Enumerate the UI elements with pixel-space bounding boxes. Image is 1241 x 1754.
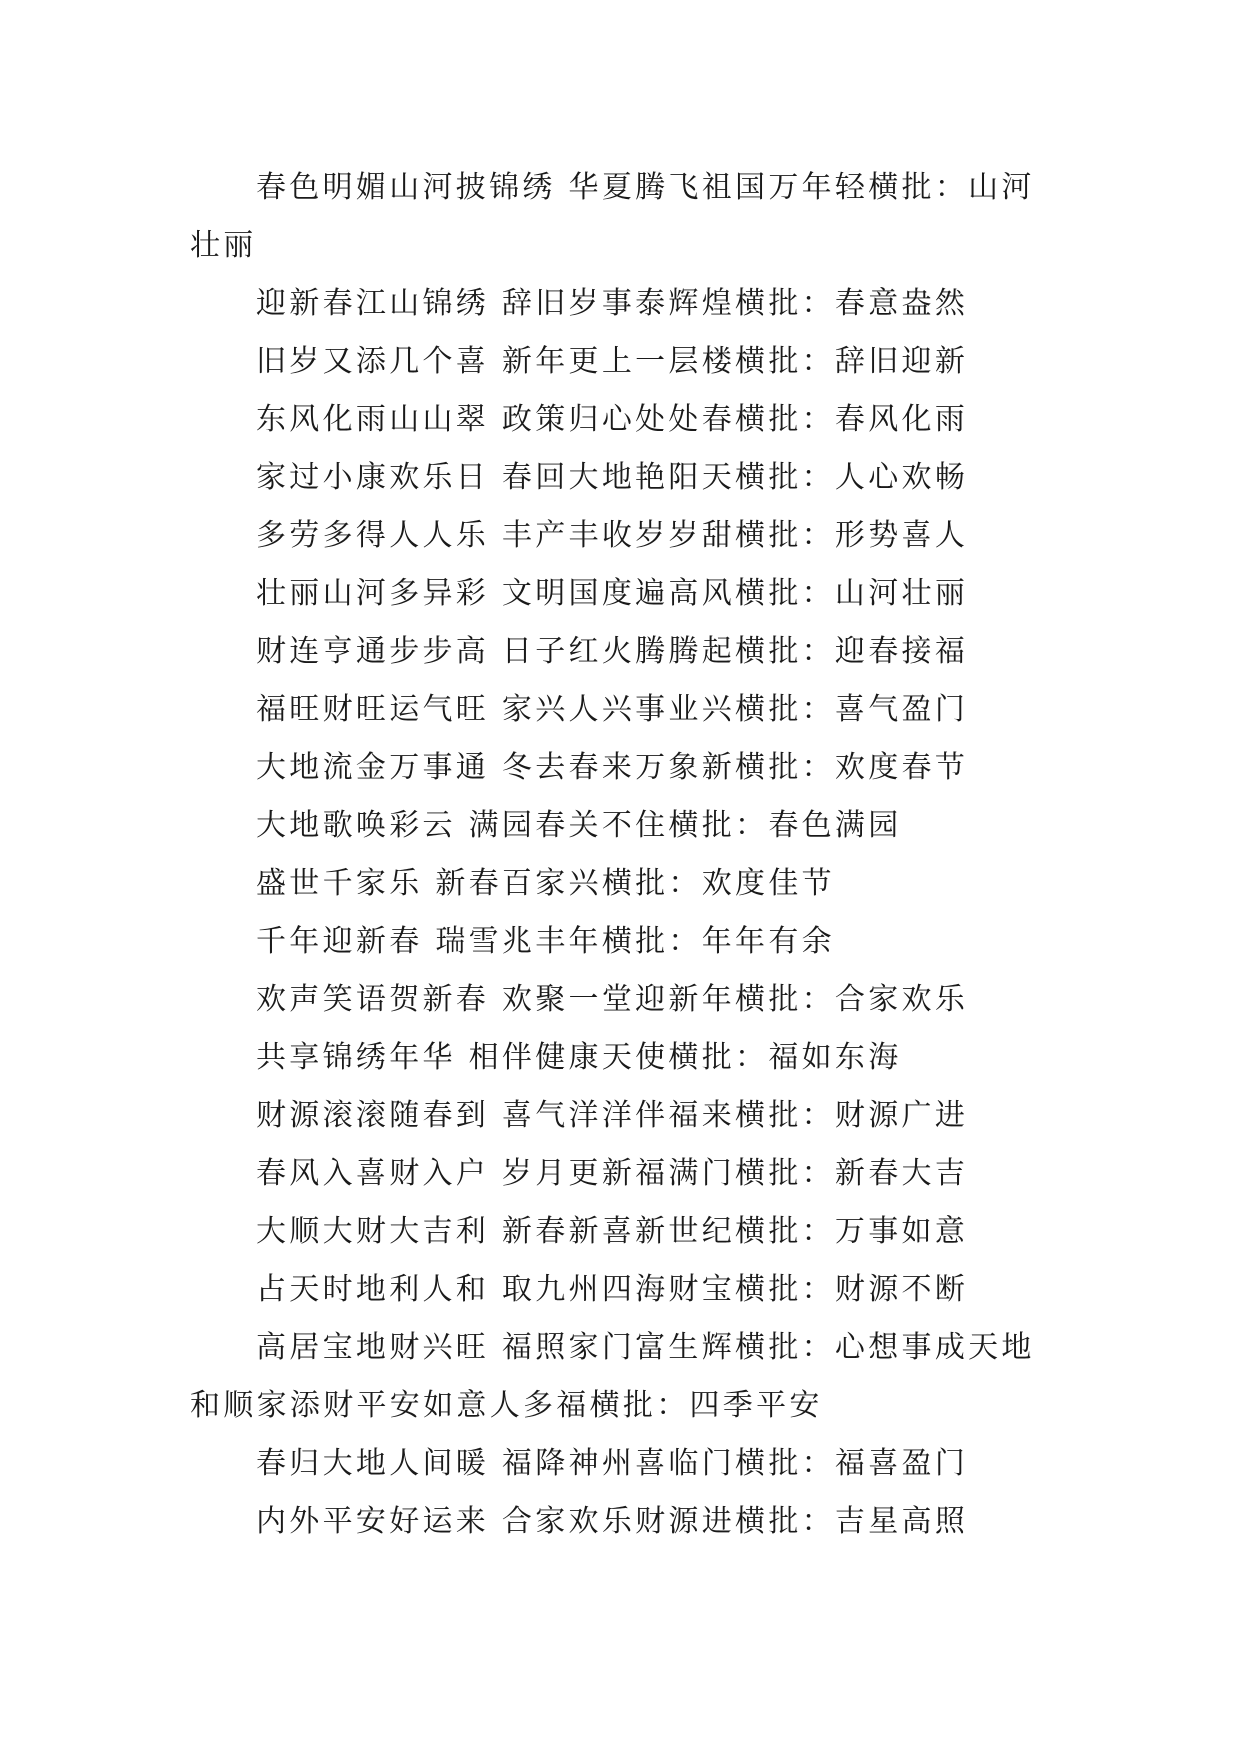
couplet-paragraph: 大地歌唤彩云 满园春关不住横批：春色满园 [256,808,902,843]
couplet-paragraph: 春归大地人间暖 福降神州喜临门横批：福喜盈门 [256,1446,969,1481]
couplet-paragraph: 多劳多得人人乐 丰产丰收岁岁甜横批：形势喜人 [256,518,969,553]
couplet-paragraph: 壮丽山河多异彩 文明国度遍高风横批：山河壮丽 [256,576,969,611]
couplet-paragraph: 欢声笑语贺新春 欢聚一堂迎新年横批：合家欢乐 [256,982,969,1017]
couplet-paragraph: 福旺财旺运气旺 家兴人兴事业兴横批：喜气盈门 [256,692,969,727]
couplet-paragraph: 旧岁又添几个喜 新年更上一层楼横批：辞旧迎新 [256,344,969,379]
couplet-paragraph: 春风入喜财入户 岁月更新福满门横批：新春大吉 [256,1156,969,1191]
couplet-paragraph: 大地流金万事通 冬去春来万象新横批：欢度春节 [256,750,969,785]
couplet-paragraph: 财源滚滚随春到 喜气洋洋伴福来横批：财源广进 [256,1098,969,1133]
document-body [190,159,1050,1551]
couplet-paragraph: 家过小康欢乐日 春回大地艳阳天横批：人心欢畅 [256,460,969,495]
couplet-paragraph: 财连亨通步步高 日子红火腾腾起横批：迎春接福 [256,634,969,669]
couplet-paragraph: 内外平安好运来 合家欢乐财源进横批：吉星高照 [256,1504,969,1539]
couplet-paragraph: 千年迎新春 瑞雪兆丰年横批：年年有余 [256,924,835,959]
couplet-paragraph: 高居宝地财兴旺 福照家门富生辉横批：心想事成天地和顺家添财平安如意人多福横批：四季平安 [190,1330,1035,1423]
couplet-paragraph: 盛世千家乐 新春百家兴横批：欢度佳节 [256,866,835,901]
couplet-paragraph: 共享锦绣年华 相伴健康天使横批：福如东海 [256,1040,902,1075]
couplet-paragraph: 大顺大财大吉利 新春新喜新世纪横批：万事如意 [256,1214,969,1249]
couplet-paragraph: 占天时地利人和 取九州四海财宝横批：财源不断 [256,1272,969,1307]
couplet-paragraph: 东风化雨山山翠 政策归心处处春横批：春风化雨 [256,402,969,437]
couplet-paragraph: 春色明媚山河披锦绣 华夏腾飞祖国万年轻横批：山河壮丽 [190,170,1035,263]
couplet-paragraph: 迎新春江山锦绣 辞旧岁事泰辉煌横批：春意盎然 [256,286,969,321]
